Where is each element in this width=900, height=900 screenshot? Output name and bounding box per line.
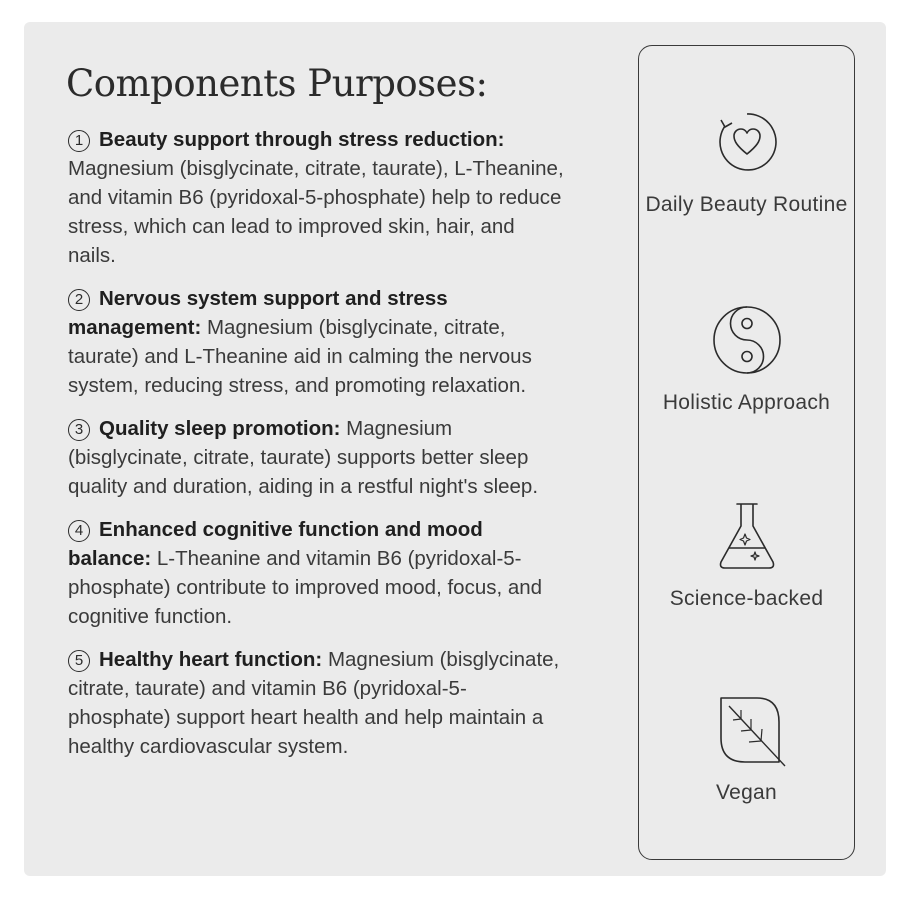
leaf-icon [707,690,787,770]
page-title: Components Purposes: [66,62,488,105]
item-description: L-Theanine and vitamin B6 (pyridoxal-5-phosphate) contribute to improved mood, focus, and cognitive function. [68,547,543,628]
item-heading: Beauty support through stress reduction: [99,128,505,151]
item-description: Magnesium (bisglycinate, citrate, taurate) and vitamin B6 (pyridoxal-5-phosphate) support heart health and help maintain a healthy cardiovascular system. [68,648,560,758]
component-list [68,125,568,775]
flask-icon [707,496,787,576]
item-number-badge: 4 [68,520,90,542]
feature-label: Holistic Approach [662,391,831,414]
yin-yang-icon [707,300,787,380]
feature-label: Vegan [715,781,778,804]
list-item [68,125,568,270]
feature-vegan [639,690,854,807]
feature-science [639,496,854,613]
item-description: Magnesium (bisglycinate, citrate, taurate), L-Theanine, and vitamin B6 (pyridoxal-5-phosphate) help to reduce stress, which can lead to improved skin, hair, and nails. [68,157,564,267]
item-number-badge: 5 [68,650,90,672]
item-heading: Enhanced cognitive function and mood balance: [68,518,483,570]
heart-cycle-icon [707,102,787,182]
item-number-badge: 1 [68,130,90,152]
item-number-badge: 3 [68,419,90,441]
item-number-badge: 2 [68,289,90,311]
item-heading: Quality sleep promotion: [99,417,341,440]
list-item [68,515,568,631]
item-description: Magnesium (bisglycinate, citrate, taurate) supports better sleep quality and duration, aiding in a restful night's sleep. [68,417,539,498]
item-heading: Nervous system support and stress management: [68,287,448,339]
feature-label: Daily Beauty Routine [645,193,848,216]
feature-holistic [639,300,854,417]
list-item [68,645,568,761]
list-item [68,284,568,400]
item-description: Magnesium (bisglycinate, citrate, taurate) and L-Theanine aid in calming the nervous system, reducing stress, and promoting relaxation. [68,316,532,397]
list-item [68,414,568,501]
feature-label: Science-backed [669,587,824,610]
item-heading: Healthy heart function: [99,648,323,671]
feature-daily-beauty [639,102,854,219]
features-panel [638,45,855,860]
